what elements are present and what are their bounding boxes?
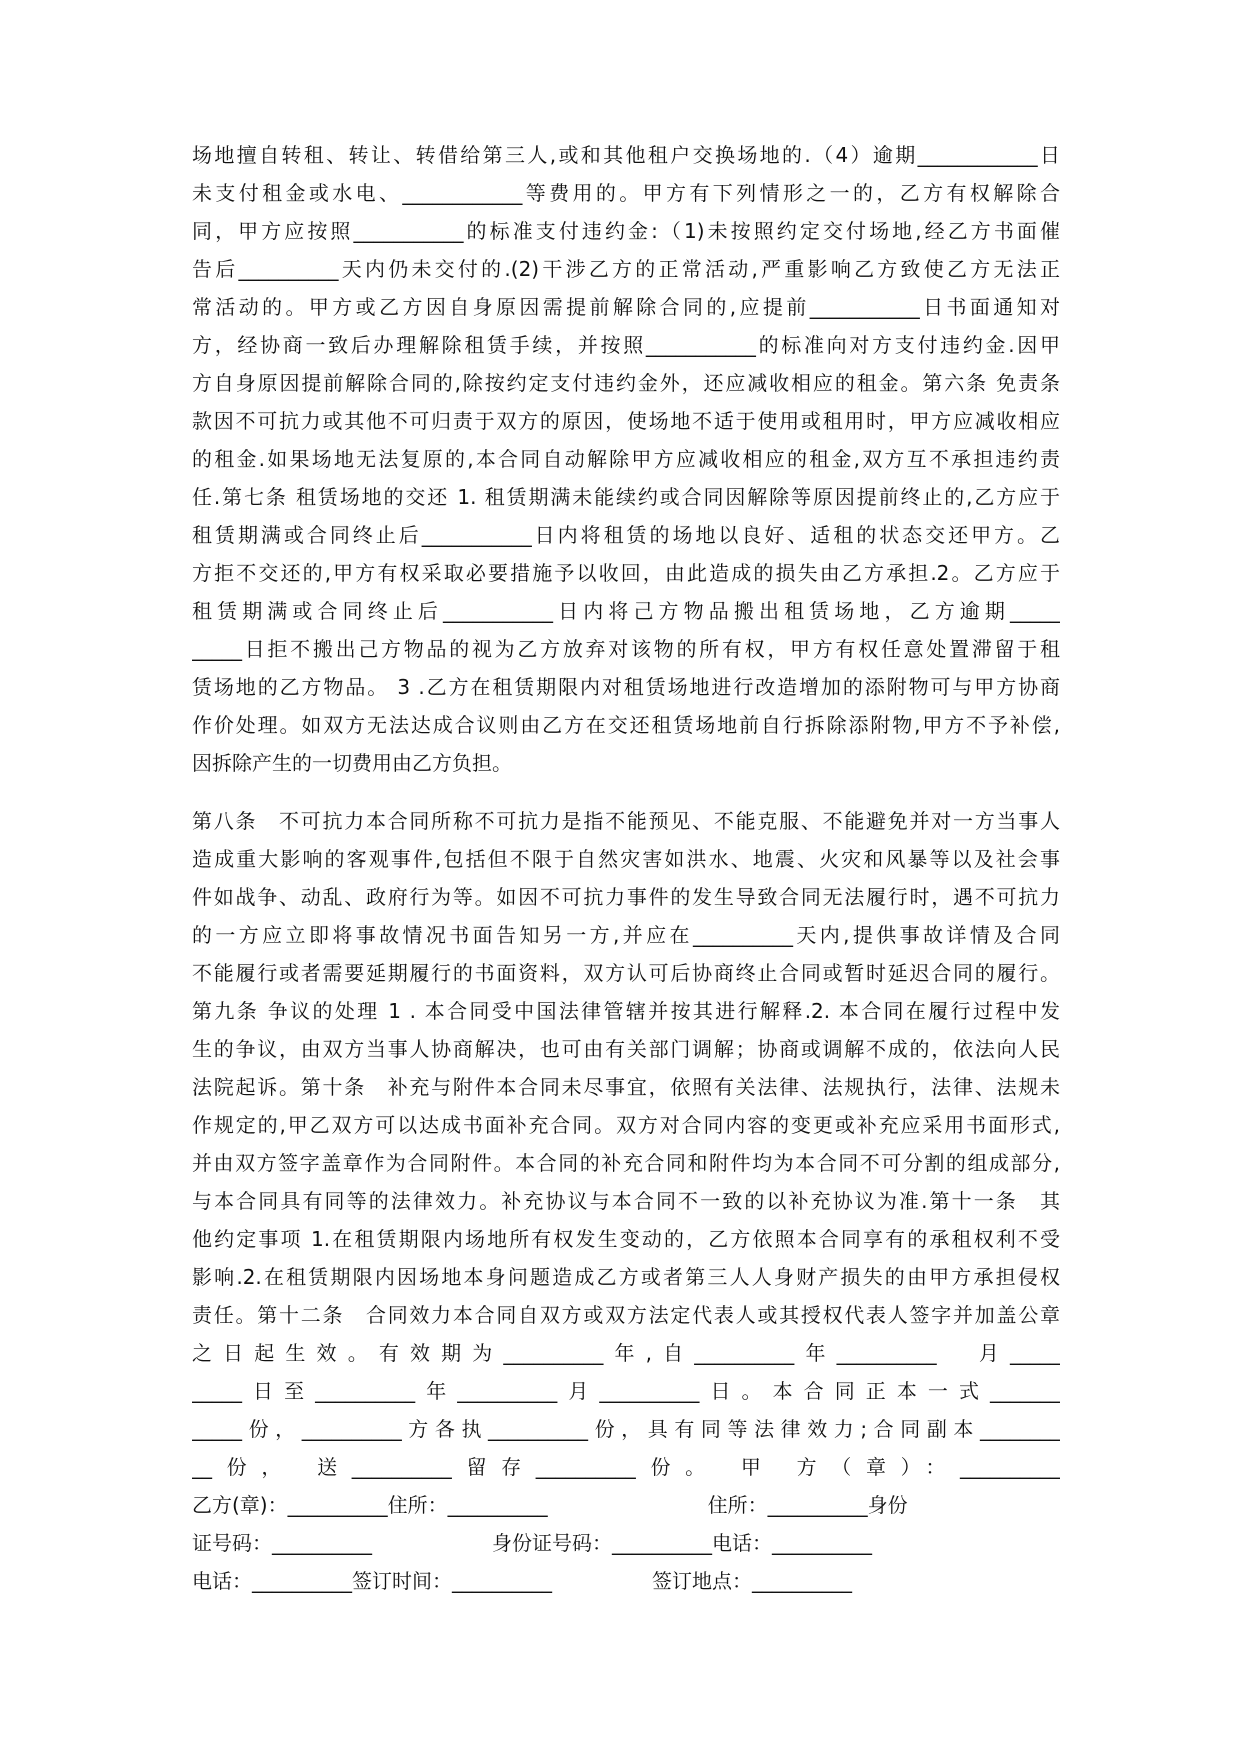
body-line-2: 未支付租金或水电、____________等费用的。甲方有下列情形之一的，乙方有权解除合 — [192, 181, 1060, 205]
body-line-15: 赁场地的乙方物品。 3 .乙方在租赁期限内对租赁场地进行改造增加的添附物可与甲方协商 — [192, 675, 1060, 699]
body-line-27: 并由双方签字盖章作为合同附件。本合同的补充合同和附件均为本合同不可分割的组成部分, — [192, 1151, 1060, 1175]
body-line-16: 作价处理。如双方无法达成合议则由乙方在交还租赁场地前自行拆除添附物,甲方不予补偿, — [192, 713, 1060, 737]
signature-line-party-a: __份， 送__________留存__________份。 甲 方（章）：__________ — [192, 1455, 1060, 1479]
body-line-7: 方自身原因提前解除合同的,除按约定支付违约金外，还应减收相应的租金。第六条 免责条 — [192, 371, 1060, 395]
id-number-line: 证号码：__________ 身份证号码：__________电话：__________ — [192, 1531, 872, 1555]
body-line-30: 影响.2.在租赁期限内因场地本身问题造成乙方或者第三人人身财产损失的由甲方承担侵权 — [192, 1265, 1060, 1289]
body-line-24: 生的争议，由双方当事人协商解决，也可由有关部门调解；协商或调解不成的，依法向人民 — [192, 1037, 1060, 1061]
body-line-13: 租赁期满或合同终止后___________日内将己方物品搬出租赁场地，乙方逾期_____ — [192, 599, 1060, 623]
body-line-5: 常活动的。甲方或乙方因自身原因需提前解除合同的,应提前___________日书面通知对 — [192, 295, 1060, 319]
body-line-26: 作规定的,甲乙双方可以达成书面补充合同。双方对合同内容的变更或补充应采用书面形式, — [192, 1113, 1060, 1137]
body-line-20: 件如战争、动乱、政府行为等。如因不可抗力事件的发生导致合同无法履行时，遇不可抗力 — [192, 885, 1060, 909]
body-line-10: 任.第七条 租赁场地的交还 1. 租赁期满未能续约或合同因解除等原因提前终止的,乙方应于 — [192, 485, 1060, 509]
body-line-18: 第八条 不可抗力本合同所称不可抗力是指不能预见、不能克服、不能避免并对一方当事人 — [192, 809, 1060, 833]
body-line-31: 责任。第十二条 合同效力本合同自双方或双方法定代表人或其授权代表人签字并加盖公章 — [192, 1303, 1060, 1327]
body-line-23: 第九条 争议的处理 1 . 本合同受中国法律管辖并按其进行解释.2. 本合同在履行过程中发 — [192, 999, 1060, 1023]
signing-info-line: 电话：__________签订时间：__________ 签订地点：__________ — [192, 1569, 852, 1593]
body-line-21: 的一方应立即将事故情况书面告知另一方,并应在__________天内,提供事故详情及合同 — [192, 923, 1060, 947]
body-line-8: 款因不可抗力或其他不可归责于双方的原因，使场地不适于使用或租用时，甲方应减收相应 — [192, 409, 1060, 433]
body-line-4: 告后__________天内仍未交付的.(2)干涉乙方的正常活动,严重影响乙方致使乙方无法正 — [192, 257, 1060, 281]
body-line-28: 与本合同具有同等的法律效力。补充协议与本合同不一致的以补充协议为准.第十一条 其 — [192, 1189, 1060, 1213]
body-line-22: 不能履行或者需要延期履行的书面资料，双方认可后协商终止合同或暂时延迟合同的履行。 — [192, 961, 1060, 985]
body-line-29: 他约定事项 1.在租赁期限内场地所有权发生变动的，乙方依照本合同享有的承租权利不受 — [192, 1227, 1060, 1251]
body-line-19: 造成重大影响的客观事件,包括但不限于自然灾害如洪水、地震、火灾和风暴等以及社会事 — [192, 847, 1060, 871]
body-line-25: 法院起诉。第十条 补充与附件本合同未尽事宜，依照有关法律、法规执行，法律、法规未 — [192, 1075, 1060, 1099]
body-line-9: 的租金.如果场地无法复原的,本合同自动解除甲方应减收相应的租金,双方互不承担违约责 — [192, 447, 1060, 471]
body-line-1: 场地擅自转租、转让、转借给第三人,或和其他租户交换场地的.（4）逾期____________日 — [192, 143, 1060, 167]
body-line-14: _____日拒不搬出己方物品的视为乙方放弃对该物的所有权，甲方有权任意处置滞留于租 — [192, 637, 1060, 661]
body-line-3: 同，甲方应按照___________的标准支付违约金:（1)未按照约定交付场地,经乙方书面催 — [192, 219, 1060, 243]
term-line: 之日起生效。有效期为__________年,自__________年__________ 月_____ — [192, 1341, 1060, 1365]
body-line-6: 方，经协商一致后办理解除租赁手续，并按照___________的标准向对方支付违约金.因甲 — [192, 333, 1060, 357]
copies-line: _____份，__________方各执__________份，具有同等法律效力;合同副本________ — [192, 1417, 1060, 1441]
body-line-12: 方拒不交还的,甲方有权采取必要措施予以收回，由此造成的损失由乙方承担.2。乙方应于 — [192, 561, 1060, 585]
signature-line-party-b: 乙方(章)：__________住所：__________ 住所：__________身份 — [192, 1493, 908, 1517]
date-line: _____日至__________年__________月__________日。本合同正本一式_______ — [192, 1379, 1060, 1403]
body-line-17: 因拆除产生的一切费用由乙方负担。 — [192, 751, 512, 775]
body-line-11: 租赁期满或合同终止后___________日内将租赁的场地以良好、适租的状态交还甲方。乙 — [192, 523, 1060, 547]
